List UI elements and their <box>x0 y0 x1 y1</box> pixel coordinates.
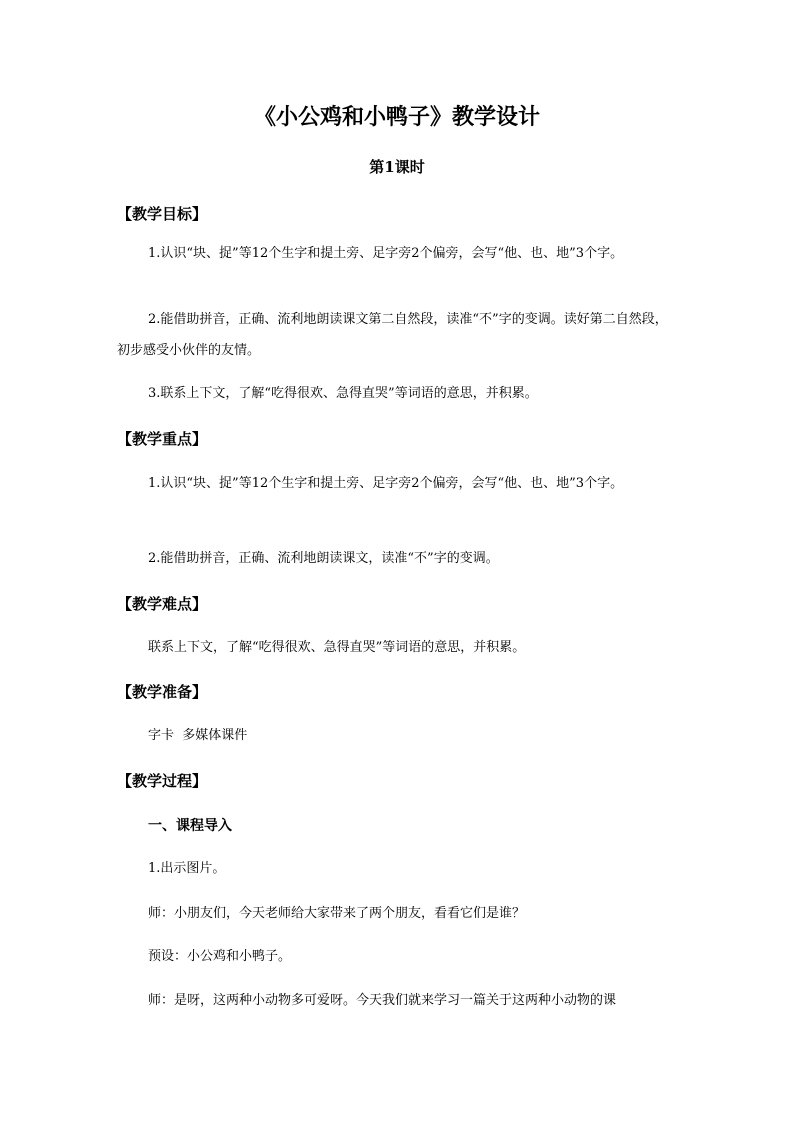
process-line-2: 师：小朋友们，今天老师给大家带来了两个朋友，看看它们是谁？ <box>148 906 526 921</box>
section-heading-preparation: 【教学准备】 <box>117 683 208 701</box>
preparation-item-1: 字卡 多媒体课件 <box>148 728 248 743</box>
key-point-item-2: 2.能借助拼音，正确、流利地朗读课文，读准“不”字的变调。 <box>148 551 499 566</box>
process-line-4: 师：是呀，这两种小动物多可爱呀。今天我们就来学习一篇关于这两种小动物的课 <box>148 993 617 1008</box>
objective-item-3: 3.联系上下文，了解“吃得很欢、急得直哭”等词语的意思，并积累。 <box>148 386 538 401</box>
objective-item-1: 1.认识“块、捉”等12个生字和提土旁、足字旁2个偏旁，会写“他、也、地”3个字。 <box>148 246 624 261</box>
objective-item-2: 2.能借助拼音，正确、流利地朗读课文第二自然段，读准“不”字的变调。读好第二自然段，初步感受小伙伴的友情。 <box>117 312 668 358</box>
lesson-period: 第1课时 <box>369 158 425 176</box>
document-title: 《小公鸡和小鸭子》教学设计 <box>253 104 540 130</box>
key-point-item-1: 1.认识“块、捉”等12个生字和提土旁、足字旁2个偏旁，会写“他、也、地”3个字。 <box>148 476 624 491</box>
section-heading-key-points: 【教学重点】 <box>117 430 208 448</box>
difficulty-item-1: 联系上下文，了解“吃得很欢、急得直哭”等词语的意思，并积累。 <box>148 640 526 655</box>
process-step-heading-1: 一、课程导入 <box>148 818 232 834</box>
section-heading-difficulties: 【教学难点】 <box>117 595 208 613</box>
process-line-1: 1.出示图片。 <box>148 861 226 876</box>
section-heading-objectives: 【教学目标】 <box>117 205 208 223</box>
process-line-3: 预设：小公鸡和小鸭子。 <box>148 949 292 964</box>
section-heading-process: 【教学过程】 <box>117 772 208 790</box>
